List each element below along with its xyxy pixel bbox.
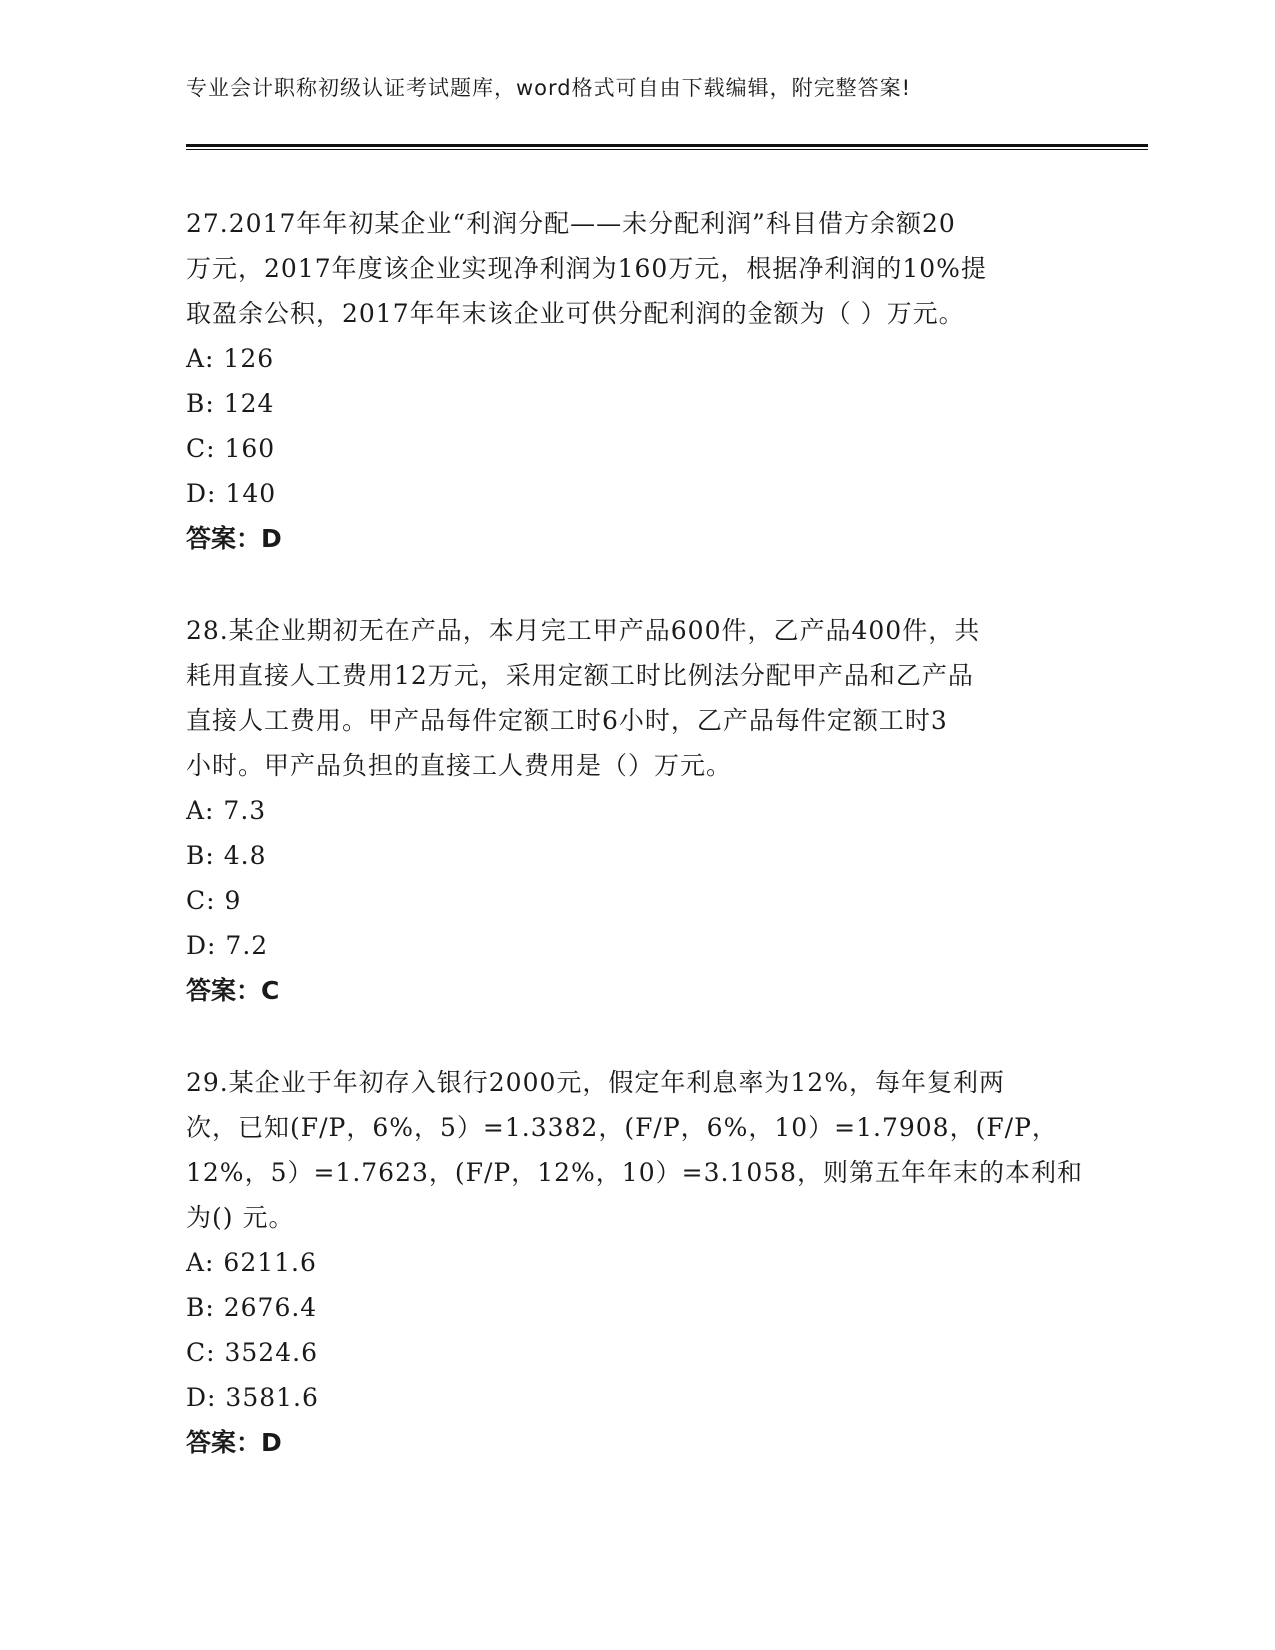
page-header-title: 专业会计职称初级认证考试题库，word格式可自由下载编辑，附完整答案! [186,76,912,100]
stem-line: 27.2017年年初某企业“利润分配——未分配利润”科目借方余额20 [186,209,956,238]
option-b: B: 4.8 [186,841,267,870]
answer-key: 答案：C [186,976,280,1005]
option-a: A: 126 [186,344,275,373]
question-stem [186,608,1066,788]
header-divider-thin [186,149,1148,150]
answer-key: 答案：D [186,1428,282,1457]
option-c: C: 3524.6 [186,1338,318,1367]
option-d: D: 7.2 [186,931,269,960]
stem-line: 小时。甲产品负担的直接工人费用是（）万元。 [186,751,733,780]
stem-line: 28.某企业期初无在产品，本月完工甲产品600件，乙产品400件，共 [186,616,981,645]
option-a: A: 6211.6 [186,1248,317,1277]
option-b: B: 124 [186,389,275,418]
question-stem [186,1060,1084,1240]
stem-line: 万元，2017年度该企业实现净利润为160万元，根据净利润的10%提 [186,254,987,283]
option-b: B: 2676.4 [186,1293,318,1322]
option-c: C: 9 [186,886,242,915]
answer-key: 答案：D [186,524,282,553]
header-divider-thick [186,144,1148,147]
stem-line: 29.某企业于年初存入银行2000元，假定年利息率为12%，每年复利两 [186,1068,1005,1097]
question-27 [186,201,1066,561]
stem-line: 取盈余公积，2017年年末该企业可供分配利润的金额为（ ）万元。 [186,299,965,328]
question-stem [186,201,1066,336]
stem-line: 为() 元。 [186,1203,295,1232]
stem-line: 耗用直接人工费用12万元，采用定额工时比例法分配甲产品和乙产品 [186,661,974,690]
stem-line: 12%，5）=1.7623，(F/P，12%，10）=3.1058，则第五年年末的本利和 [186,1158,1084,1187]
option-d: D: 140 [186,479,277,508]
stem-line: 次，已知(F/P，6%，5）=1.3382，(F/P，6%，10）=1.7908，(F/P， [186,1113,1058,1142]
question-29 [186,1060,1084,1465]
option-d: D: 3581.6 [186,1383,319,1412]
stem-line: 直接人工费用。甲产品每件定额工时6小时，乙产品每件定额工时3 [186,706,948,735]
question-28 [186,608,1066,1013]
option-a: A: 7.3 [186,796,267,825]
option-c: C: 160 [186,434,276,463]
